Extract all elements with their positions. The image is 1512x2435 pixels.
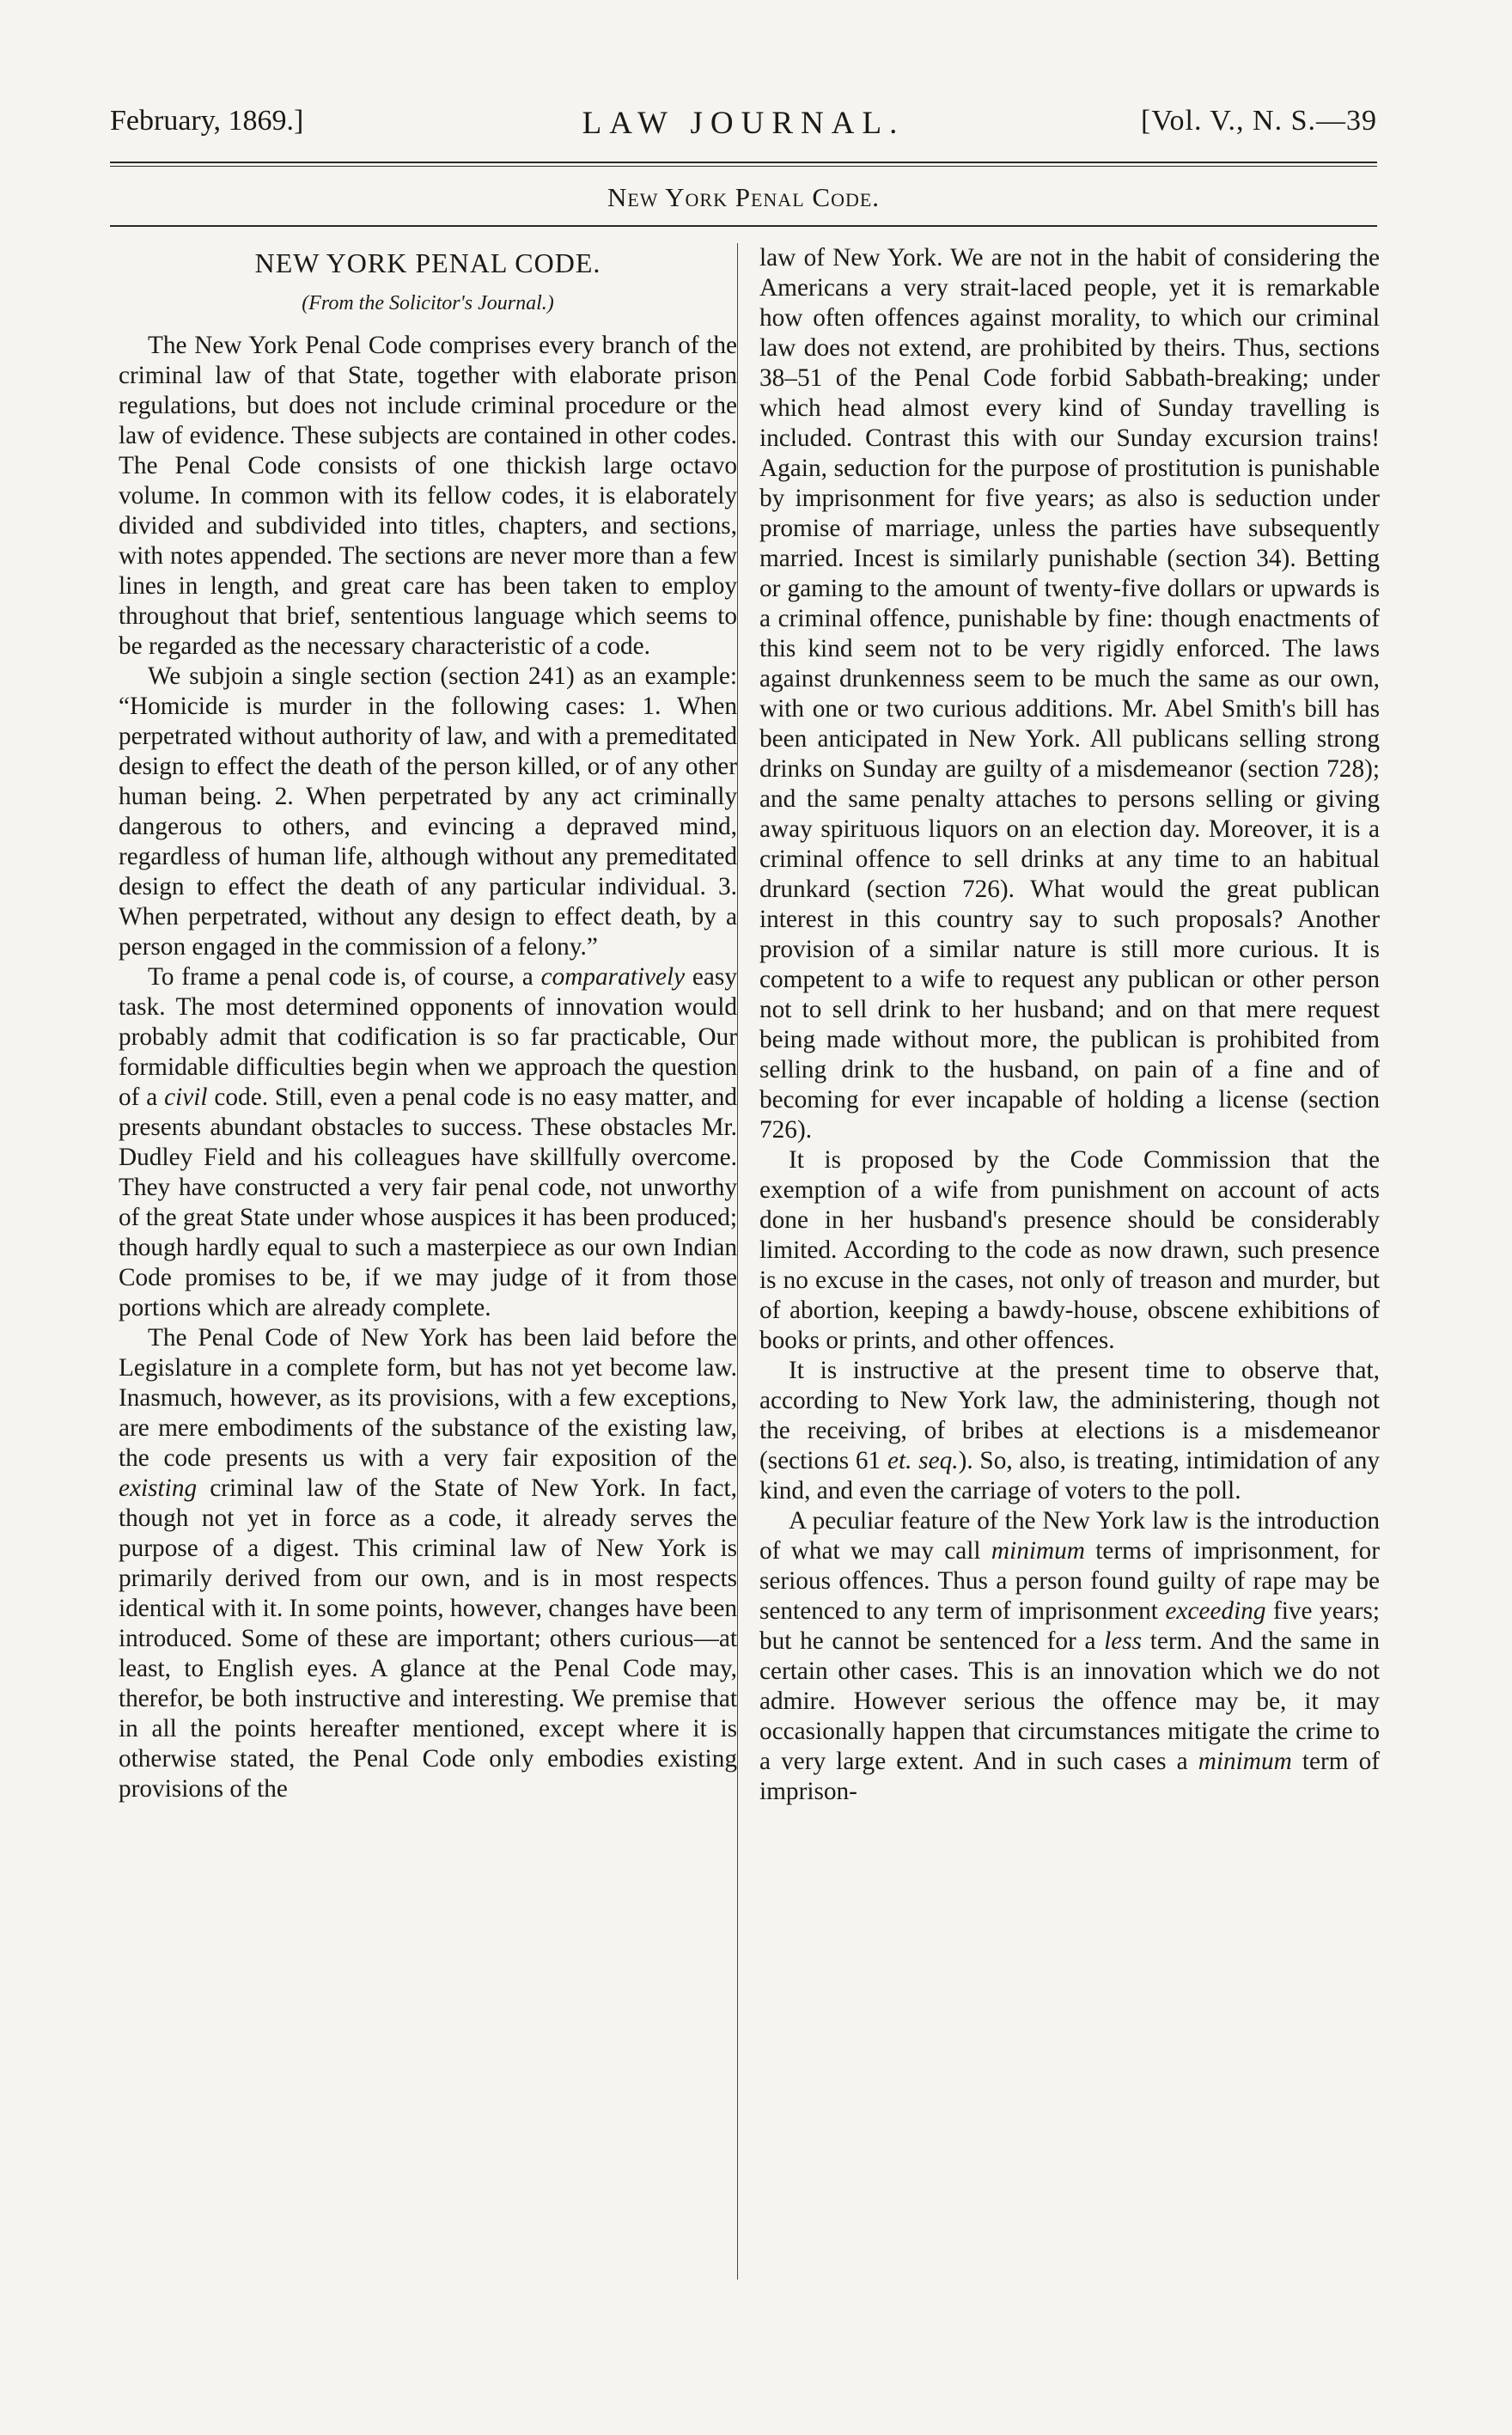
paragraph-4-continued: law of New York. We are not in the habit of considering the Americans a very strait-laced people, yet it is remarkable how often offences against morality, to which our criminal law does not extend, are prohibited by theirs. Thus, sections 38–51 of the Penal Code forbid Sabbath-breaking; under which head almost every kind of Sunday travelling is included. Contrast this with our Sunday excursion trains! Again, seduction for the purpose of prostitution is punishable by imprisonment for five years; as also is seduction under promise of marriage, unless the parties have subsequently married. Incest is similarly punishable (section 34). Betting or gaming to the amount of twenty-five dollars or upwards is a criminal offence, punishable by fine: though enactments of this kind seem not to be very rigidly enforced. The laws against drunkenness seem to be much the same as our own, with one or two curious additions. Mr. Abel Smith's bill has been anticipated in New York. All publicans selling strong drinks on Sunday are guilty of a misdemeanor (section 728); and the same penalty attaches to persons selling or giving away spirituous liquors on an election day. Moreover, it is a criminal offence to sell drinks at any time to an habitual drunkard (section 726). What would the great publican interest in this country say to such proposals? Another provision of a similar nature is still more curious. It is competent to a wife to request any publican or other person not to sell drink to her husband; and on that mere request being made without more, the publican is prohibited from selling drink to the husband, on pain of a fine and of becoming for ever incapable of holding a license (section 726).	[759, 244, 1380, 1144]
paragraph-3: To frame a penal code is, of course, a comparatively easy task. The most determined opponents of innovation would probably admit that codification is so far practicable, Our formidable difficulties begin when we approach the question of a civil code. Still, even a penal code is no easy matter, and presents abundant obstacles to success. These obstacles Mr. Dudley Field and his colleagues have skillfully overcome. They have constructed a very fair penal code, not unworthy of the great State under whose auspices it has been produced; though hardly equal to such a masterpiece as our own Indian Code promises to be, if we may judge of it from those portions which are already complete.	[119, 963, 737, 1321]
header-rule-thin	[110, 166, 1377, 167]
header-rule-top	[110, 162, 1377, 163]
article-title: NEW YORK PENAL CODE.	[254, 247, 601, 278]
paragraph-5: It is proposed by the Code Commission that the exemption of a wife from punishment on account of acts done in her husband's presence should be considerably limited. According to the code as now drawn, such presence is no excuse in the cases, not only of treason and murder, but of abortion, keeping a bawdy-house, obscene exhibitions of books or prints, and other offences.	[759, 1146, 1380, 1354]
header-date: February, 1869.]	[110, 105, 304, 137]
running-header	[110, 105, 1377, 156]
header-volume: [Vol. V., N. S.—39	[1141, 105, 1377, 137]
left-column	[119, 243, 737, 1804]
section-heading: New York Penal Code.	[607, 182, 881, 212]
paragraph-6: It is instructive at the present time to observe that, according to New York law, the administering, though not the receiving, of bribes at elections is a misdemeanor (sections 61 et. seq.). So, also, is treating, intimidation of any kind, and even the carriage of voters to the poll.	[759, 1357, 1380, 1504]
column-divider	[737, 243, 738, 2279]
subheader-rule	[110, 225, 1377, 227]
paragraph-1: The New York Penal Code comprises every branch of the criminal law of that State, together with elaborate prison regulations, but does not include criminal procedure or the law of evidence. These subjects are contained in other codes. The Penal Code consists of one thickish large octavo volume. In common with its fellow codes, it is elaborately divided and subdivided into titles, chapters, and sections, with notes appended. The sections are never more than a few lines in length, and great care has been taken to employ throughout that brief, sententious language which seems to be regarded as the necessary characteristic of a code.	[119, 332, 737, 660]
right-column	[759, 243, 1380, 1807]
paragraph-7: A peculiar feature of the New York law is the introduction of what we may call minimum terms of imprisonment, for serious offences. Thus a person found guilty of rape may be sentenced to any term of imprisonment exceeding five years; but he cannot be sentenced for a less term. And the same in certain other cases. This is an innovation which we do not admire. However serious the offence may be, it may occasionally happen that circumstances mitigate the crime to a very large extent. And in such cases a minimum term of imprison-	[759, 1507, 1381, 1805]
paragraph-2: We subjoin a single section (section 241) as an example: “Homicide is murder in the following cases: 1. When perpetrated without authority of law, and with a premeditated design to effect the death of the person killed, or of any other human being. 2. When perpetrated by any act criminally dangerous to others, and evincing a depraved mind, regardless of human life, although without any premeditated design to effect the death of any particular individual. 3. When perpetrated, without any design to effect death, by a person engaged in the commission of a felony.”	[119, 662, 737, 961]
paragraph-4: The Penal Code of New York has been laid before the Legislature in a complete form, but has not yet become law. Inasmuch, however, as its provisions, with a few exceptions, are mere embodiments of the substance of the existing law, the code presents us with a very fair exposition of the existing criminal law of the State of New York. In fact, though not yet in force as a code, it already serves the purpose of a digest. This criminal law of New York is primarily derived from our own, and is in most respects identical with it. In some points, however, changes have been introduced. Some of these are important; others curious—at least, to English eyes. A glance at the Penal Code may, therefor, be both instructive and interesting. We premise that in all the points hereafter mentioned, except where it is otherwise stated, the Penal Code only embodies existing provisions of the	[119, 1324, 737, 1803]
article-source: (From the Solicitor's Journal.)	[302, 292, 554, 314]
journal-name: LAW JOURNAL.	[582, 106, 905, 141]
